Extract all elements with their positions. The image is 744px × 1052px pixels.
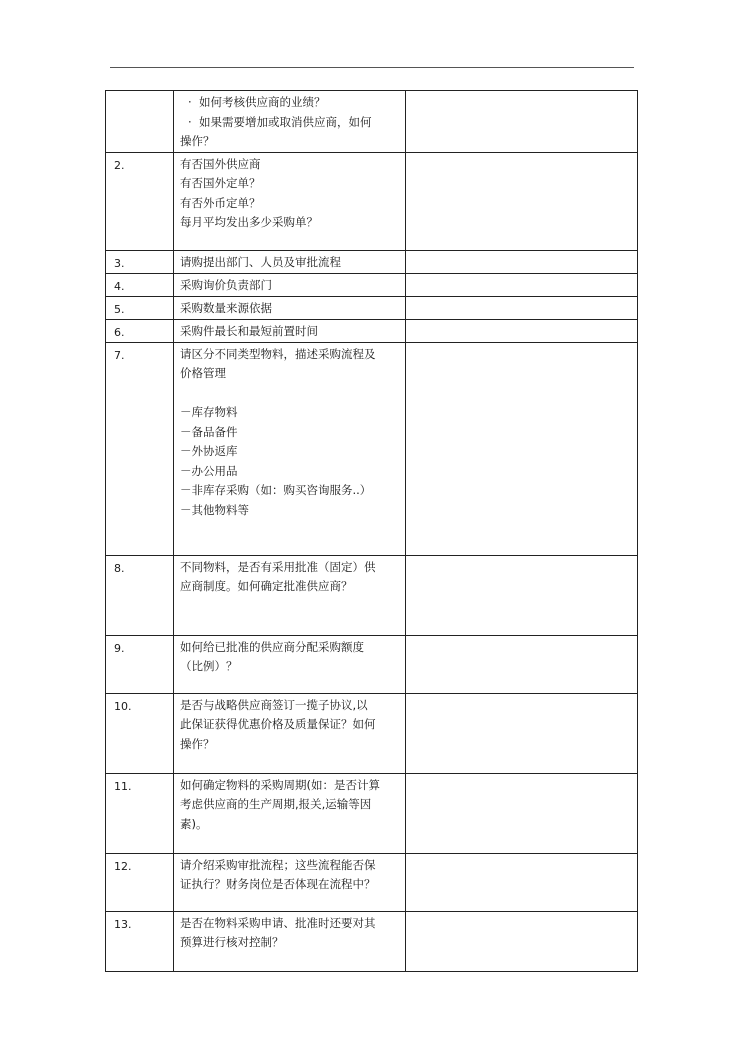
question-text (174, 273, 406, 296)
question-line: 是否在物料采购申请、批准时还要对其 (180, 915, 376, 930)
question-number: 2. (106, 152, 174, 250)
question-line: 每月平均发出多少采购单？ (180, 215, 318, 229)
answer-cell[interactable] (406, 911, 638, 971)
answer-cell[interactable] (406, 693, 638, 773)
answer-cell[interactable] (406, 152, 638, 250)
question-line: －外协返库 (180, 444, 238, 458)
question-number: 13. (106, 911, 174, 971)
question-text (174, 296, 406, 319)
question-text (174, 152, 406, 250)
question-line: 是否与战略供应商签订一揽子协议,以 (180, 697, 368, 712)
question-line: 采购件最长和最短前置时间 (180, 323, 318, 338)
table-row (106, 911, 638, 971)
table-row (106, 853, 638, 911)
question-line: （比例）？ (180, 659, 238, 673)
question-text (174, 693, 406, 773)
question-number: 11. (106, 773, 174, 853)
question-line: 如何给已批准的供应商分配采购额度 (180, 639, 364, 654)
question-line: 应商制度。如何确定批准供应商？ (180, 579, 353, 593)
answer-cell[interactable] (406, 319, 638, 342)
answer-cell[interactable] (406, 853, 638, 911)
question-line: 价格管理 (180, 366, 226, 380)
question-line: · 如何考核供应商的业绩？ (188, 95, 326, 109)
question-line: －非库存采购（如：购买咨询服务..） (180, 483, 372, 497)
question-line: 请介绍采购审批流程；这些流程能否保 (180, 857, 376, 872)
question-line: 请购提出部门、人员及审批流程 (180, 254, 341, 269)
question-line: 操作？ (180, 134, 215, 148)
question-number: 8. (106, 555, 174, 635)
table-row (106, 319, 638, 342)
question-number (106, 91, 174, 153)
question-line: 此保证获得优惠价格及质量保证？如何 (180, 717, 376, 731)
question-line: 采购询价负责部门 (180, 277, 272, 292)
question-number: 3. (106, 250, 174, 273)
question-table (105, 90, 638, 972)
question-number: 7. (106, 342, 174, 555)
question-text (174, 319, 406, 342)
table-row (106, 273, 638, 296)
answer-cell[interactable] (406, 555, 638, 635)
question-text (174, 250, 406, 273)
question-line: 有否外币定单？ (180, 195, 261, 210)
header-rule (110, 67, 634, 68)
question-text (174, 635, 406, 693)
question-number: 9. (106, 635, 174, 693)
table-row (106, 693, 638, 773)
table-row (106, 342, 638, 555)
answer-cell[interactable] (406, 635, 638, 693)
question-text (174, 91, 406, 153)
question-line: 证执行？财务岗位是否体现在流程中？ (180, 877, 376, 891)
question-line: 素)。 (180, 816, 208, 831)
answer-cell[interactable] (406, 91, 638, 153)
question-line: 有否国外供应商 (180, 156, 261, 171)
question-line (180, 384, 401, 404)
question-number: 5. (106, 296, 174, 319)
question-line: －库存物料 (180, 405, 238, 419)
question-number: 6. (106, 319, 174, 342)
question-line: 考虑供应商的生产周期,报关,运输等因 (180, 797, 372, 811)
question-line: 不同物料，是否有采用批准（固定）供 (180, 559, 376, 574)
table-row (106, 152, 638, 250)
question-text (174, 342, 406, 555)
table-row (106, 250, 638, 273)
question-line: 预算进行核对控制？ (180, 935, 284, 949)
question-line: －备品备件 (180, 424, 238, 439)
question-number: 4. (106, 273, 174, 296)
question-text (174, 773, 406, 853)
question-table-body (106, 91, 638, 972)
table-row (106, 91, 638, 153)
question-line: 如何确定物料的采购周期(如：是否计算 (180, 777, 380, 792)
question-line: 采购数量来源依据 (180, 300, 272, 315)
table-row (106, 555, 638, 635)
answer-cell[interactable] (406, 342, 638, 555)
question-line: －其他物料等 (180, 502, 249, 517)
answer-cell[interactable] (406, 296, 638, 319)
question-line: 有否国外定单？ (180, 176, 261, 190)
table-row (106, 296, 638, 319)
table-row (106, 635, 638, 693)
question-line: · 如果需要增加或取消供应商，如何 (188, 114, 372, 129)
question-text (174, 853, 406, 911)
question-line: －办公用品 (180, 463, 238, 478)
answer-cell[interactable] (406, 773, 638, 853)
question-text (174, 555, 406, 635)
table-row (106, 773, 638, 853)
question-line: 请区分不同类型物料，描述采购流程及 (180, 346, 376, 361)
question-text (174, 911, 406, 971)
question-number: 10. (106, 693, 174, 773)
answer-cell[interactable] (406, 273, 638, 296)
question-line: 操作？ (180, 736, 215, 751)
answer-cell[interactable] (406, 250, 638, 273)
question-number: 12. (106, 853, 174, 911)
